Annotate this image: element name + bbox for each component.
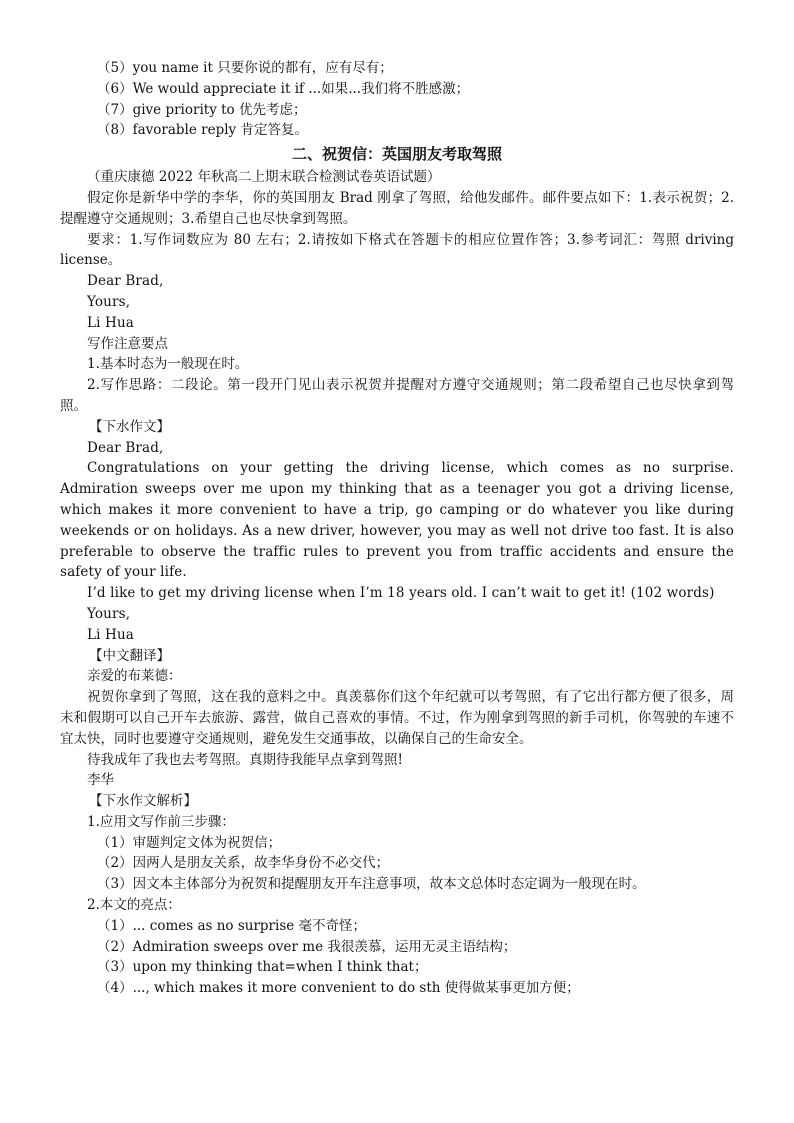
analysis-item: （1）... comes as no surprise 毫不奇怪； [97,917,367,934]
document-page [60,58,734,999]
list-item: （7）give priority to 优先考虑； [97,101,307,118]
list-item: （5）you name it 只要你说的都有，应有尽有； [97,60,393,76]
essay-heading: 【下水作文】 [89,418,170,435]
essay-salutation: Dear Brad, [87,439,164,456]
task-paragraph: 假定你是新华中学的李华，你的英国朋友 Brad 刚拿了驾照，给他发邮件。邮件要点如下：1.表示祝贺；2.提醒遵守交通规则；3.希望自己也尽快拿到驾照。 [60,189,734,227]
format-signature: Li Hua [87,314,134,331]
note-item: 1.基本时态为一般现在时。 [87,356,249,373]
translation-paragraph: 祝贺你拿到了驾照，这在我的意料之中。真羡慕你们这个年纪就可以考驾照，有了它出行都方便了很多，周末和假期可以自己开车去旅游、露营，做自己喜欢的事情。不过，作为刚拿到驾照的新手司机，你驾驶的车速不宜太快，同时也要遵守交通规则，避免发生交通事故，以确保自己的生命安全。 [60,689,734,747]
analysis-heading: 【下水作文解析】 [89,793,197,810]
analysis-item: （3）upon my thinking that=when I think that； [97,959,428,976]
list-item: （8）favorable reply 肯定答复。 [97,122,308,139]
analysis-item: （2）因两人是朋友关系，故李华身份不必交代； [97,855,390,872]
translation-paragraph: 待我成年了我也去考驾照。真期待我能早点拿到驾照! [87,751,403,768]
analysis-item: （3）因文本主体部分为祝贺和提醒朋友开车注意事项，故本文总体时态定调为一般现在时。 [97,876,646,893]
analysis-subheading: 2.本文的亮点： [87,897,181,914]
essay-paragraph: Congratulations on your getting the driving license, which comes as no surprise. Admiration sweeps over me upon my thinking that as a teenager you got a driving license, which makes it more convenient to have a trip, go camping or do whatever you like during weekends or on holidays. As a new driver, however, you may as well not drive too fast. It is also preferable to observe the traffic rules to prevent you from traffic accidents and ensure the safety of your life. [60,460,734,581]
analysis-item: （4）..., which makes it more convenient to do sth 使得做某事更加方便； [97,980,580,997]
task-requirements: 要求：1.写作词数应为 80 左右；2.请按如下格式在答题卡的相应位置作答；3.参考词汇：驾照 driving license。 [60,231,734,269]
essay-paragraph: I’d like to get my driving license when I’m 18 years old. I can’t wait to get it! (102 words) [87,585,715,602]
section-title: 二、祝贺信：英国朋友考取驾照 [291,145,502,164]
list-item: （6）We would appreciate it if ...如果...我们将不胜感激； [97,80,470,97]
translation-heading: 【中文翻译】 [89,647,170,664]
essay-signature: Li Hua [87,626,134,643]
analysis-item: （1）审题判定文体为祝贺信； [97,834,282,851]
note-item: 2.写作思路：二段论。第一段开门见山表示祝贺并提醒对方遵守交通规则；第二段希望自己也尽快拿到驾照。 [60,377,734,414]
analysis-item: （2）Admiration sweeps over me 我很羡慕，运用无灵主语结构； [97,938,517,955]
translation-signature: 李华 [87,772,114,789]
essay-closing: Yours, [87,605,131,622]
format-salutation: Dear Brad, [87,273,164,290]
format-closing: Yours, [87,293,131,310]
source-note: （重庆康德 2022 年秋高二上期末联合检测试卷英语试题） [87,169,441,186]
analysis-subheading: 1.应用文写作前三步骤： [87,813,235,830]
notes-heading: 写作注意要点 [87,335,168,352]
translation-salutation: 亲爱的布莱德： [87,668,182,685]
